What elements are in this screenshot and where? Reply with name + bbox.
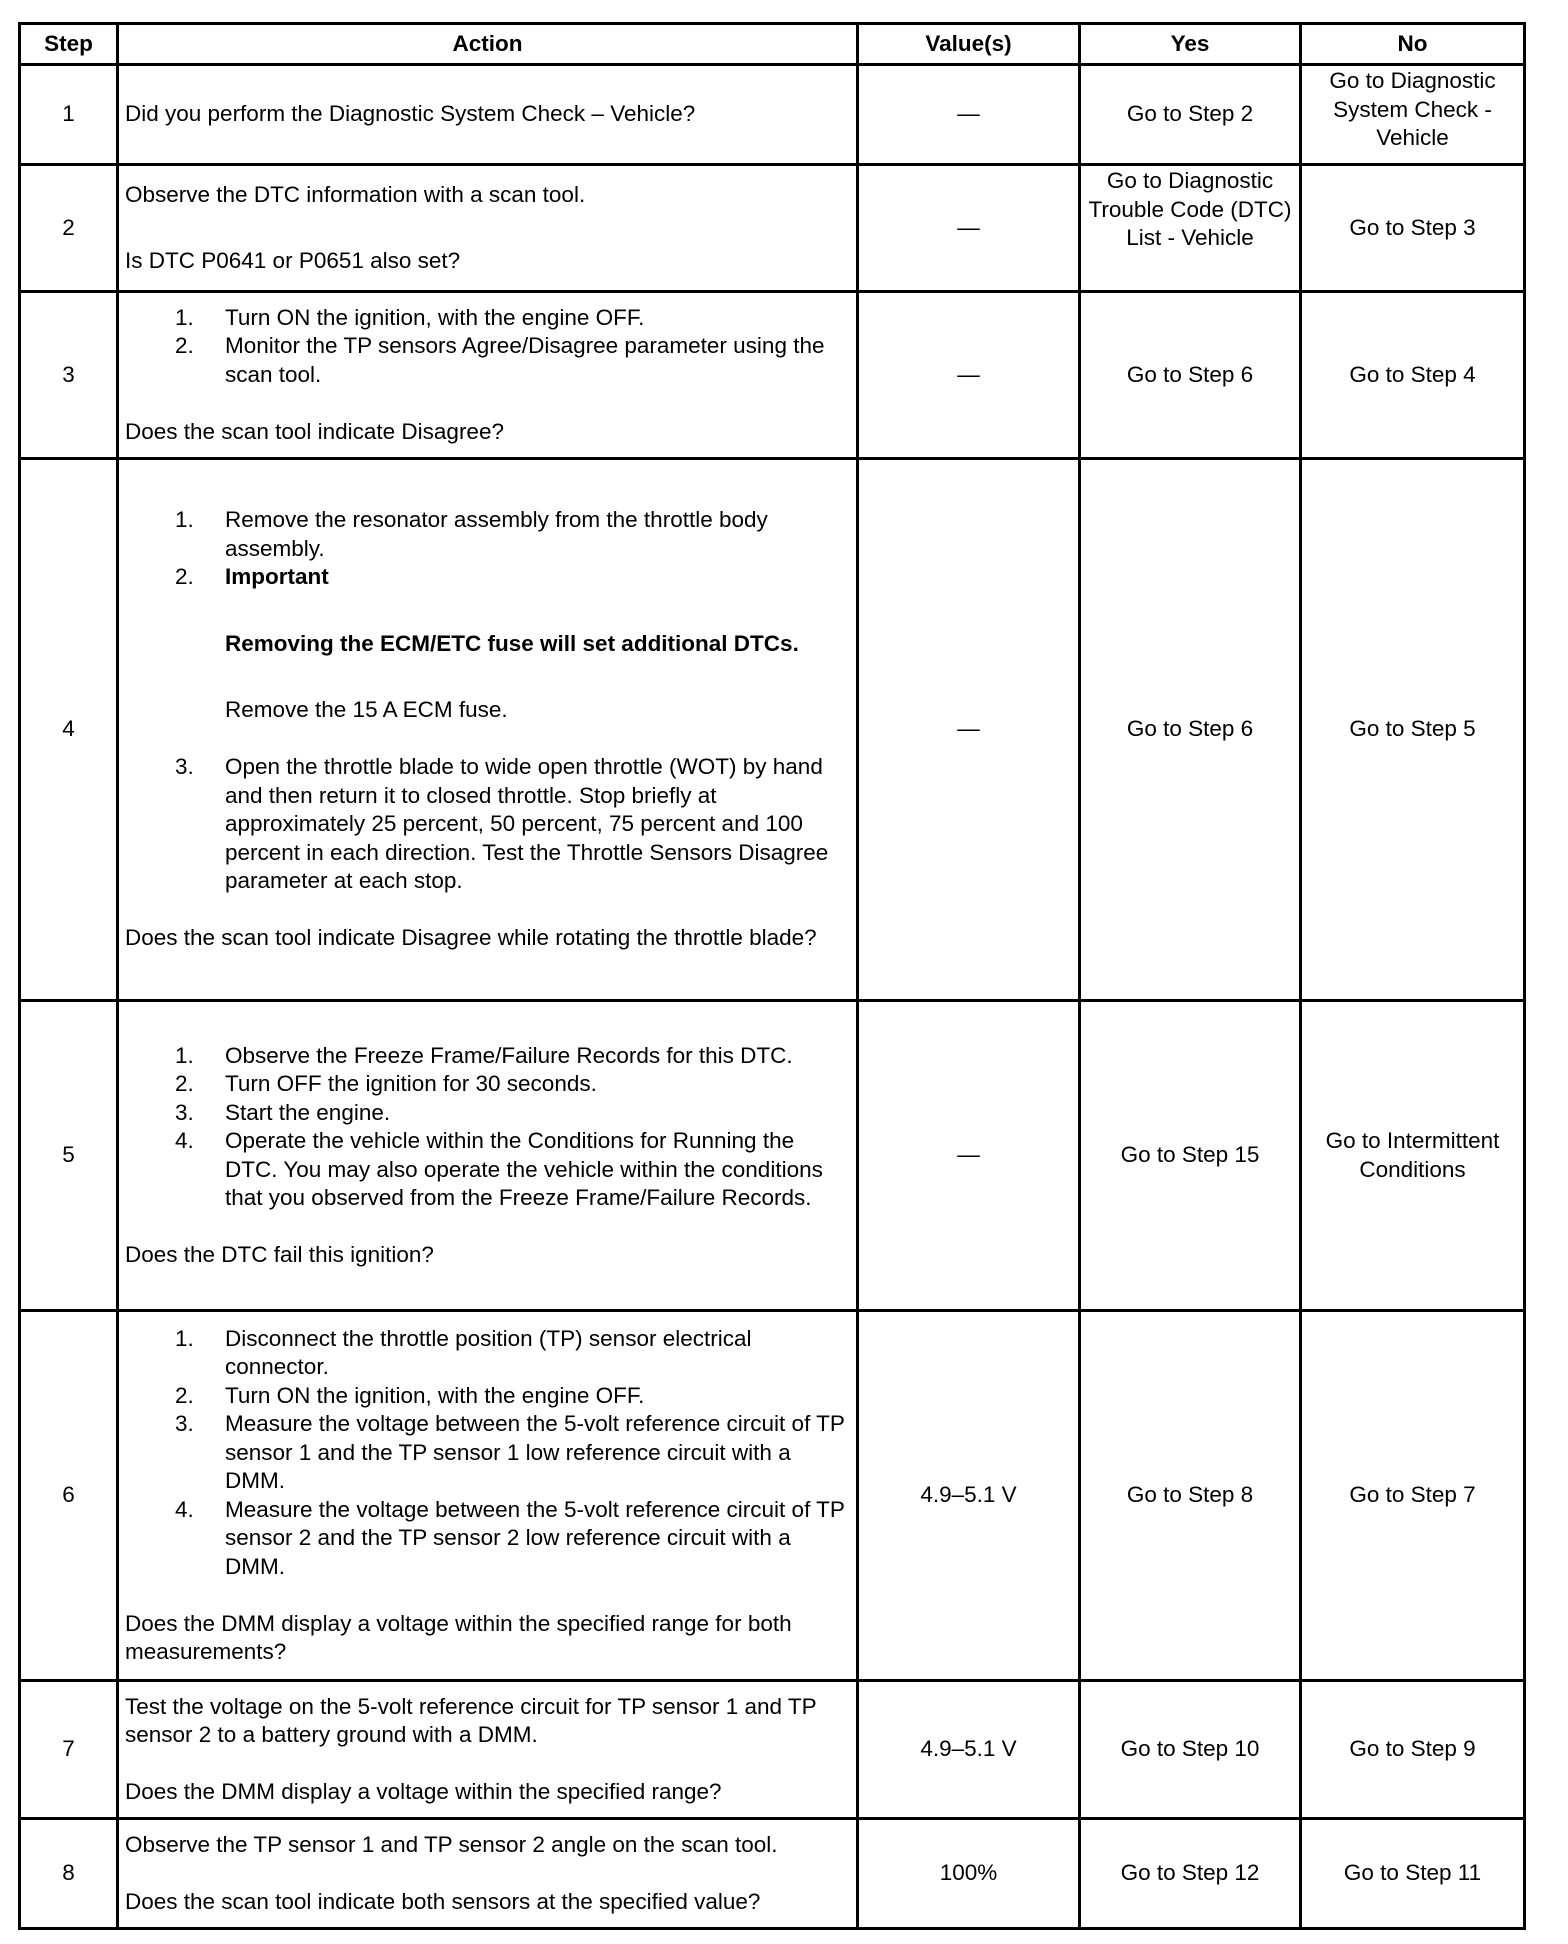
diagnostic-table	[18, 22, 1526, 1930]
action-cell	[118, 1681, 858, 1819]
value-cell: —	[858, 1001, 1080, 1311]
list-item: 2. Important Removing the ECM/ETC fuse will set additional DTCs. Remove the 15 A ECM fuse.	[125, 563, 850, 753]
action-question: Did you perform the Diagnostic System Check – Vehicle?	[125, 101, 696, 127]
yes-link[interactable]: Go to Step 2	[1080, 65, 1301, 165]
no-link[interactable]: Go to Intermittent Conditions	[1301, 1001, 1525, 1311]
table-row	[20, 459, 1525, 1001]
step-number: 5	[20, 1001, 118, 1311]
step-number: 8	[20, 1819, 118, 1929]
yes-link[interactable]: Go to Step 6	[1080, 292, 1301, 459]
list-item: 3. Measure the voltage between the 5-volt reference circuit of TP sensor 1 and the TP sensor 1 low reference circuit with a DMM.	[175, 1411, 845, 1493]
action-question: Does the scan tool indicate both sensors at the specified value?	[125, 1888, 761, 1914]
header-action: Action	[118, 24, 858, 65]
action-cell	[118, 1001, 858, 1311]
table-row	[20, 1819, 1525, 1929]
action-question: Is DTC P0641 or P0651 also set?	[125, 248, 461, 273]
important-label: Important	[225, 564, 329, 590]
no-link[interactable]: Go to Step 11	[1301, 1819, 1525, 1929]
value-cell: 100%	[858, 1819, 1080, 1929]
table-row	[20, 1681, 1525, 1819]
no-link[interactable]: Go to Diagnostic System Check - Vehicle	[1301, 65, 1525, 165]
action-cell	[118, 459, 858, 1001]
yes-link[interactable]: Go to Step 8	[1080, 1311, 1301, 1681]
header-no: No	[1301, 24, 1525, 65]
action-question: Does the DMM display a voltage within the specified range for both measurements?	[125, 1610, 792, 1664]
action-intro: Observe the DTC information with a scan tool.	[125, 181, 586, 207]
yes-link[interactable]: Go to Step 6	[1080, 459, 1301, 1001]
list-item: 2. Turn OFF the ignition for 30 seconds.	[175, 1071, 597, 1096]
list-item: 4. Measure the voltage between the 5-volt reference circuit of TP sensor 2 and the TP sensor 2 low reference circuit with a DMM.	[175, 1496, 845, 1579]
table-row	[20, 1311, 1525, 1681]
header-row	[20, 24, 1525, 65]
action-list	[125, 304, 850, 390]
important-note: Removing the ECM/ETC fuse will set additional DTCs.	[225, 630, 799, 656]
no-link[interactable]: Go to Step 5	[1301, 459, 1525, 1001]
table-row	[20, 292, 1525, 459]
list-item: 3. Open the throttle blade to wide open throttle (WOT) by hand and then return it to closed throttle. Stop briefly at approximately 25 percent, 50 percent, 75 percent and 100 percent in each direction. Test the Throttle Sensors Disagree parameter at each stop.	[175, 754, 829, 894]
action-cell	[118, 1311, 858, 1681]
table-row	[20, 65, 1525, 165]
value-cell: —	[858, 165, 1080, 292]
header-values: Value(s)	[858, 24, 1080, 65]
action-question: Does the scan tool indicate Disagree?	[125, 418, 504, 444]
action-cell	[118, 1819, 858, 1929]
value-cell: —	[858, 65, 1080, 165]
list-item: 1. Turn ON the ignition, with the engine OFF.	[175, 304, 645, 330]
yes-link[interactable]: Go to Diagnostic Trouble Code (DTC) List - Vehicle	[1080, 165, 1301, 292]
list-item: 4. Operate the vehicle within the Conditions for Running the DTC. You may also operate the vehicle within the conditions that you observed from the Freeze Frame/Failure Records.	[175, 1128, 823, 1210]
header-yes: Yes	[1080, 24, 1301, 65]
value-cell: 4.9–5.1 V	[858, 1311, 1080, 1681]
action-list	[125, 1325, 850, 1582]
action-cell	[118, 292, 858, 459]
action-cell	[118, 65, 858, 165]
action-cell	[118, 165, 858, 292]
action-intro: Observe the TP sensor 1 and TP sensor 2 angle on the scan tool.	[125, 1831, 778, 1857]
list-item: 1. Remove the resonator assembly from the throttle body assembly.	[175, 507, 768, 561]
no-link[interactable]: Go to Step 9	[1301, 1681, 1525, 1819]
step-number: 4	[20, 459, 118, 1001]
action-question: Does the scan tool indicate Disagree while rotating the throttle blade?	[125, 925, 817, 951]
no-link[interactable]: Go to Step 7	[1301, 1311, 1525, 1681]
table-row	[20, 1001, 1525, 1311]
yes-link[interactable]: Go to Step 10	[1080, 1681, 1301, 1819]
step-text: Remove the 15 A ECM fuse.	[225, 697, 508, 723]
header-step: Step	[20, 24, 118, 65]
action-question: Does the DMM display a voltage within the specified range?	[125, 1779, 722, 1804]
list-item: 2. Monitor the TP sensors Agree/Disagree parameter using the scan tool.	[175, 333, 825, 387]
step-number: 1	[20, 65, 118, 165]
action-question: Does the DTC fail this ignition?	[125, 1242, 434, 1267]
value-cell: —	[858, 459, 1080, 1001]
table-row	[20, 165, 1525, 292]
action-list	[125, 1042, 850, 1213]
list-item: 3. Start the engine.	[175, 1099, 391, 1125]
no-link[interactable]: Go to Step 4	[1301, 292, 1525, 459]
action-list	[125, 506, 850, 896]
yes-link[interactable]: Go to Step 15	[1080, 1001, 1301, 1311]
step-number: 7	[20, 1681, 118, 1819]
no-link[interactable]: Go to Step 3	[1301, 165, 1525, 292]
value-cell: —	[858, 292, 1080, 459]
list-item: 2. Turn ON the ignition, with the engine OFF.	[175, 1382, 645, 1408]
action-intro: Test the voltage on the 5-volt reference circuit for TP sensor 1 and TP sensor 2 to a battery ground with a DMM.	[125, 1693, 817, 1747]
value-cell: 4.9–5.1 V	[858, 1681, 1080, 1819]
step-number: 2	[20, 165, 118, 292]
step-number: 6	[20, 1311, 118, 1681]
step-number: 3	[20, 292, 118, 459]
list-item: 1. Disconnect the throttle position (TP) sensor electrical connector.	[175, 1325, 752, 1379]
list-item: 1. Observe the Freeze Frame/Failure Records for this DTC.	[175, 1042, 793, 1068]
yes-link[interactable]: Go to Step 12	[1080, 1819, 1301, 1929]
